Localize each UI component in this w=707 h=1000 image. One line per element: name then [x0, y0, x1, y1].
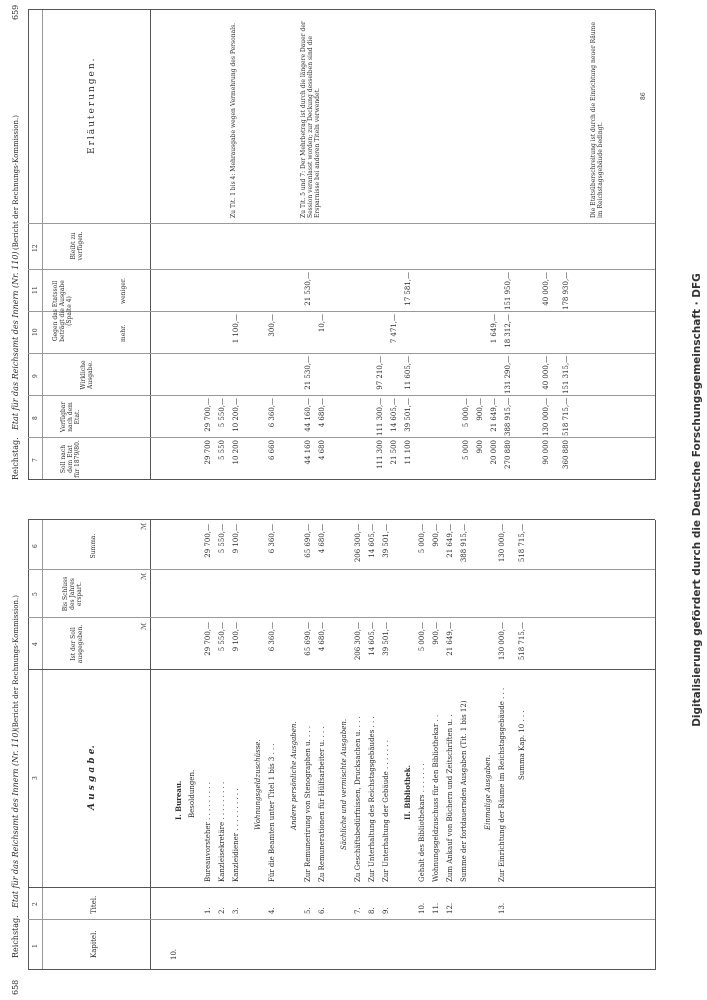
colnum-right-12: 12	[32, 244, 39, 252]
rule-right-1	[42, 10, 43, 480]
right-cell-b: 5 550,—	[218, 398, 226, 428]
row-number: 12.	[446, 902, 454, 914]
col-line-right-0	[28, 479, 655, 480]
col-soll-etat-header: Soll nach dem Etat für 1879/80.	[60, 440, 81, 478]
row-label: Wohnungsgeldzuschuss für den Bibliothekar . .	[432, 714, 440, 882]
dfg-stamp	[688, 10, 706, 990]
header-left-title: Etat für das Reichsamt des Innern (Nr. 110)	[11, 729, 20, 908]
row-value-issued: 900,—	[432, 622, 440, 645]
row-value-issued: 65 690,—	[304, 622, 312, 656]
colnum-1: 1	[32, 944, 39, 948]
section-wohnung-title: Wohnungsgeldzuschüsse.	[254, 739, 262, 830]
right-cell-a: 111 300	[376, 440, 384, 469]
row-label: Gehalt des Bibliothekars . . . . . . .	[418, 763, 426, 882]
summe-total-label: Summa Kap. 10 . . .	[518, 710, 526, 780]
row-number: 9.	[382, 907, 390, 914]
colnum-2: 2	[32, 902, 39, 906]
rule-colnums-left	[42, 520, 43, 970]
row-value-issued: 21 649,—	[446, 622, 454, 656]
right-cell-b: 39 501,—	[404, 398, 412, 432]
dfg-stamp-text: Digitalisierung gefördert durch die Deutsche Forschungsgemeinschaft · DFG	[691, 273, 703, 727]
col-bis-header: Bis Schluss des Jahres erspart.	[62, 576, 83, 612]
section-sachlich-title: Sächliche und vermischte Ausgaben.	[340, 718, 348, 850]
colnum-5: 5	[32, 592, 39, 596]
row-number: 4.	[268, 907, 276, 914]
col-line-left-6	[28, 569, 655, 570]
right-cell-d: 1 649,—	[490, 314, 498, 344]
col-verfuegbar-header: Verfügbar nach dem Etat.	[60, 401, 81, 433]
row-value-sum: 65 690,—	[304, 524, 312, 558]
row-label: Zur Einrichtung der Räume im Reichstagsgebäude . . .	[498, 687, 506, 882]
row-number: 13.	[498, 902, 506, 914]
col-line-right-5	[28, 269, 655, 270]
row-label: Bureauvorsteher . . . . . . . . .	[204, 782, 212, 882]
right-cell-b: 4 680,—	[318, 398, 326, 428]
right-cell-d: 300,—	[268, 314, 276, 337]
right-cell-b: 900,—	[476, 398, 484, 421]
right-cell-b: 21 649,—	[490, 398, 498, 432]
right-summe-a: 270 880	[504, 440, 512, 469]
right-cell-a: 5 000	[462, 440, 470, 461]
right-cell-a: 29 700	[204, 440, 212, 465]
right-cell-e: 17 581,—	[404, 272, 412, 306]
col-line-left-4	[28, 669, 655, 670]
col-line-right-4	[28, 311, 655, 312]
colnum-right-11: 11	[32, 286, 39, 294]
right-summe-c: 131 290,—	[504, 355, 512, 394]
right-cell-b: 6 360,—	[268, 398, 276, 428]
header-right-note: (Bericht der Rechnungs-Kommission.)	[12, 115, 20, 250]
col-kapitel-header: Kapitel.	[90, 930, 98, 958]
row-value-sum: 39 501,—	[382, 524, 390, 558]
row-value-issued: 14 605,—	[368, 622, 376, 656]
right-cell-d: 10,—	[318, 314, 326, 333]
row-value-sum: 6 360,—	[268, 524, 276, 554]
row-value-issued: 39 501,—	[382, 622, 390, 656]
row-label: Zu Geschäftsbedürfnissen, Drucksachen u. . . .	[354, 716, 362, 882]
right-cell-a: 11 100	[404, 440, 412, 465]
right-total-c: 151 315,—	[562, 355, 570, 394]
col-titel-header: Titel.	[90, 895, 98, 914]
right-cell-a: 44 160	[304, 440, 312, 465]
right-cell-a: 6 660	[268, 440, 276, 461]
row-number: 8.	[368, 907, 376, 914]
header-left-institution: Reichstag.	[11, 915, 20, 958]
right-cell-e: 21 530,—	[304, 272, 312, 306]
col-weniger-header: weniger.	[120, 278, 127, 304]
col-line-right-6	[28, 223, 655, 224]
note-etat: Die Etatsüberschreitung ist durch die Einrichtung neuer Räume im Reichstagsgebäude bedingt.	[590, 22, 604, 218]
right-total-b: 518 715,—	[562, 397, 570, 436]
summe-total-sum: 518 715,—	[518, 524, 526, 563]
unit-mark-1: ℳ	[140, 622, 148, 630]
row-value-sum: 21 649,—	[446, 524, 454, 558]
right-cell-d: 7 471,—	[390, 314, 398, 344]
colnum-right-8: 8	[32, 416, 39, 420]
right-cell-b: 29 700,—	[204, 398, 212, 432]
col-line-left-5	[28, 617, 655, 618]
summe-fortdauernd-value: 388 915,—	[460, 524, 468, 563]
row-value-sum: 130 000,—	[498, 524, 506, 563]
header-left-note: (Bericht der Rechnungs-Kommission.)	[12, 595, 20, 730]
rule-bottom-left	[655, 520, 656, 970]
right-cell-a: 5 550	[218, 440, 226, 461]
colnum-6: 6	[32, 544, 39, 548]
row-label: Zum Ankauf von Büchern und Zeitschriften u. .	[446, 714, 454, 882]
right-cell-b: 44 160,—	[304, 398, 312, 432]
row-value-sum: 9 100,—	[232, 524, 240, 554]
right-cell-b: 5 000,—	[462, 398, 470, 428]
note-tit-5-7: Zu Tit. 5 und 7: Der Mehrbetrag ist durch die längere Dauer der Session veranlasst worden; zur Deckung desselben sind die Ersparnisse bei anderen Titeln verwendet.	[300, 21, 321, 218]
right-cell-a: 20 000	[490, 440, 498, 465]
col-line-right-3	[28, 353, 655, 354]
col-wirkliche-header: Wirkliche Ausgabe.	[80, 360, 94, 390]
right-cell-c: 21 530,—	[304, 356, 312, 390]
section-bibliothek-title: II. Bibliothek.	[403, 765, 412, 820]
right-cell-a: 4 680	[318, 440, 326, 461]
rule-right-0	[28, 10, 29, 480]
margin-mark: 86	[640, 92, 647, 100]
row-number: 10.	[418, 902, 426, 914]
row-value-sum: 14 605,—	[368, 524, 376, 558]
section-persoenlich-title: Andere persönliche Ausgaben.	[290, 721, 298, 830]
page-number-right: 659	[11, 4, 20, 20]
row-value-issued: 5 550,—	[218, 622, 226, 652]
row-number: 2.	[218, 907, 226, 914]
row-value-issued: 4 680,—	[318, 622, 326, 652]
row-number: 6.	[318, 907, 326, 914]
unit-mark-3: ℳ	[140, 522, 148, 530]
col-line-right-7	[28, 9, 655, 10]
unit-mark-2: ℳ	[140, 572, 148, 580]
right-cell-d: 1 100,—	[232, 314, 240, 344]
col-line-left-2	[28, 919, 655, 920]
row-value-issued: 9 100,—	[232, 622, 240, 652]
row-label: Für die Beamten unter Titel 1 bis 3 . . .	[268, 743, 276, 882]
note-tit-1-4: Zu Tit. 1 bis 4: Mehrausgabe wegen Vermehrung des Personals.	[230, 22, 237, 218]
row-value-sum: 5 000,—	[418, 524, 426, 554]
row-number: 7.	[354, 907, 362, 914]
row-value-issued: 6 360,—	[268, 622, 276, 652]
section-bureau-sub: Besoldungen.	[188, 769, 196, 818]
row-value-issued: 5 000,—	[418, 622, 426, 652]
right-row13-a: 90 000	[542, 440, 550, 465]
col-erlaeuterungen-header: Erläuterungen.	[87, 56, 97, 154]
row-value-issued: 29 700,—	[204, 622, 212, 656]
col-line-right-2	[28, 395, 655, 396]
header-right-title: Etat für das Reichsamt des Innern (Nr. 110)	[11, 251, 20, 430]
row-value-sum: 900,—	[432, 524, 440, 547]
summe-fortdauernd-label: Summe der fortdauernden Ausgaben (Tit. 1 bis 12)	[460, 700, 468, 882]
right-summe-d: 18 312,—	[504, 314, 512, 348]
section-einmalig-title: Einmalige Ausgaben.	[484, 754, 492, 830]
row-value-sum: 4 680,—	[318, 524, 326, 554]
right-summe-e: 151 950,—	[504, 271, 512, 310]
row-label: Zur Remunerirung von Stenographen u. . . .	[304, 725, 312, 882]
col-summe-header: Summa.	[90, 533, 97, 559]
row-label: Zur Unterhaltung des Reichstagsgebäudes . . .	[368, 716, 376, 882]
page-number-left: 658	[11, 979, 20, 995]
right-cell-a: 900	[476, 440, 484, 454]
right-cell-c: 97 210,—	[376, 356, 384, 390]
right-row13-b: 130 000,—	[542, 397, 550, 436]
rule-top-left	[28, 520, 29, 970]
col-line-left-7	[28, 519, 655, 520]
col-ausgabe-header: A u s g a b e.	[87, 745, 97, 810]
col-soll-header: Ist der Soll ausgegeben.	[70, 624, 84, 664]
colnum-4: 4	[32, 642, 39, 646]
right-cell-b: 111 300,—	[376, 397, 384, 436]
right-cell-b: 14 605,—	[390, 398, 398, 432]
col-bleibt-header: Bleibt zu verfügen.	[70, 231, 84, 261]
section-bureau-title: I. Bureau.	[174, 780, 183, 820]
row-value-sum: 29 700,—	[204, 524, 212, 558]
colnum-right-7: 7	[32, 458, 39, 462]
rule-header-bottom-left	[150, 520, 151, 970]
row-label: Kanzleidiener . . . . . . . . . .	[232, 788, 240, 882]
row-value-issued: 206 300,—	[354, 622, 362, 661]
kapitel-number: 10.	[170, 948, 178, 960]
right-summe-b: 388 915,—	[504, 397, 512, 436]
summe-total-issued: 518 715,—	[518, 622, 526, 661]
header-right-institution: Reichstag.	[11, 437, 20, 480]
row-number: 5.	[304, 907, 312, 914]
row-label: Kanzleisekretäre . . . . . . . . .	[218, 781, 226, 882]
col-gegen-header: Gegen das Etatssoll beträgt die Ausgabe (Spalte 4)	[52, 280, 73, 342]
right-total-e: 178 930,—	[562, 271, 570, 310]
row-value-sum: 5 550,—	[218, 524, 226, 554]
col-line-right-1	[28, 437, 655, 438]
colnum-right-10: 10	[32, 328, 39, 336]
right-cell-a: 10 200	[232, 440, 240, 465]
row-label: Zur Unterhaltung der Gebäude . . . . . . .	[382, 740, 390, 882]
right-cell-b: 10 200,—	[232, 398, 240, 432]
right-total-a: 360 880	[562, 440, 570, 469]
colnum-right-9: 9	[32, 374, 39, 378]
row-value-issued: 130 000,—	[498, 622, 506, 661]
rule-right-2	[150, 10, 151, 480]
row-number: 11.	[432, 902, 440, 914]
row-value-sum: 206 300,—	[354, 524, 362, 563]
right-row13-c: 40 000,—	[542, 356, 550, 390]
right-row13-e: 40 000,—	[542, 272, 550, 306]
col-line-left-3	[28, 887, 655, 888]
right-cell-c: 11 605,—	[404, 356, 412, 390]
row-number: 3.	[232, 907, 240, 914]
col-mehr-header: mehr.	[120, 324, 127, 342]
row-number: 1.	[204, 907, 212, 914]
right-cell-a: 21 500	[390, 440, 398, 465]
row-label: Zu Remunerationen für Hülfsarbeiter u. . . .	[318, 726, 326, 882]
colnum-3: 3	[32, 776, 39, 780]
rule-right-3	[655, 10, 656, 480]
col-line-left-1	[28, 969, 655, 970]
